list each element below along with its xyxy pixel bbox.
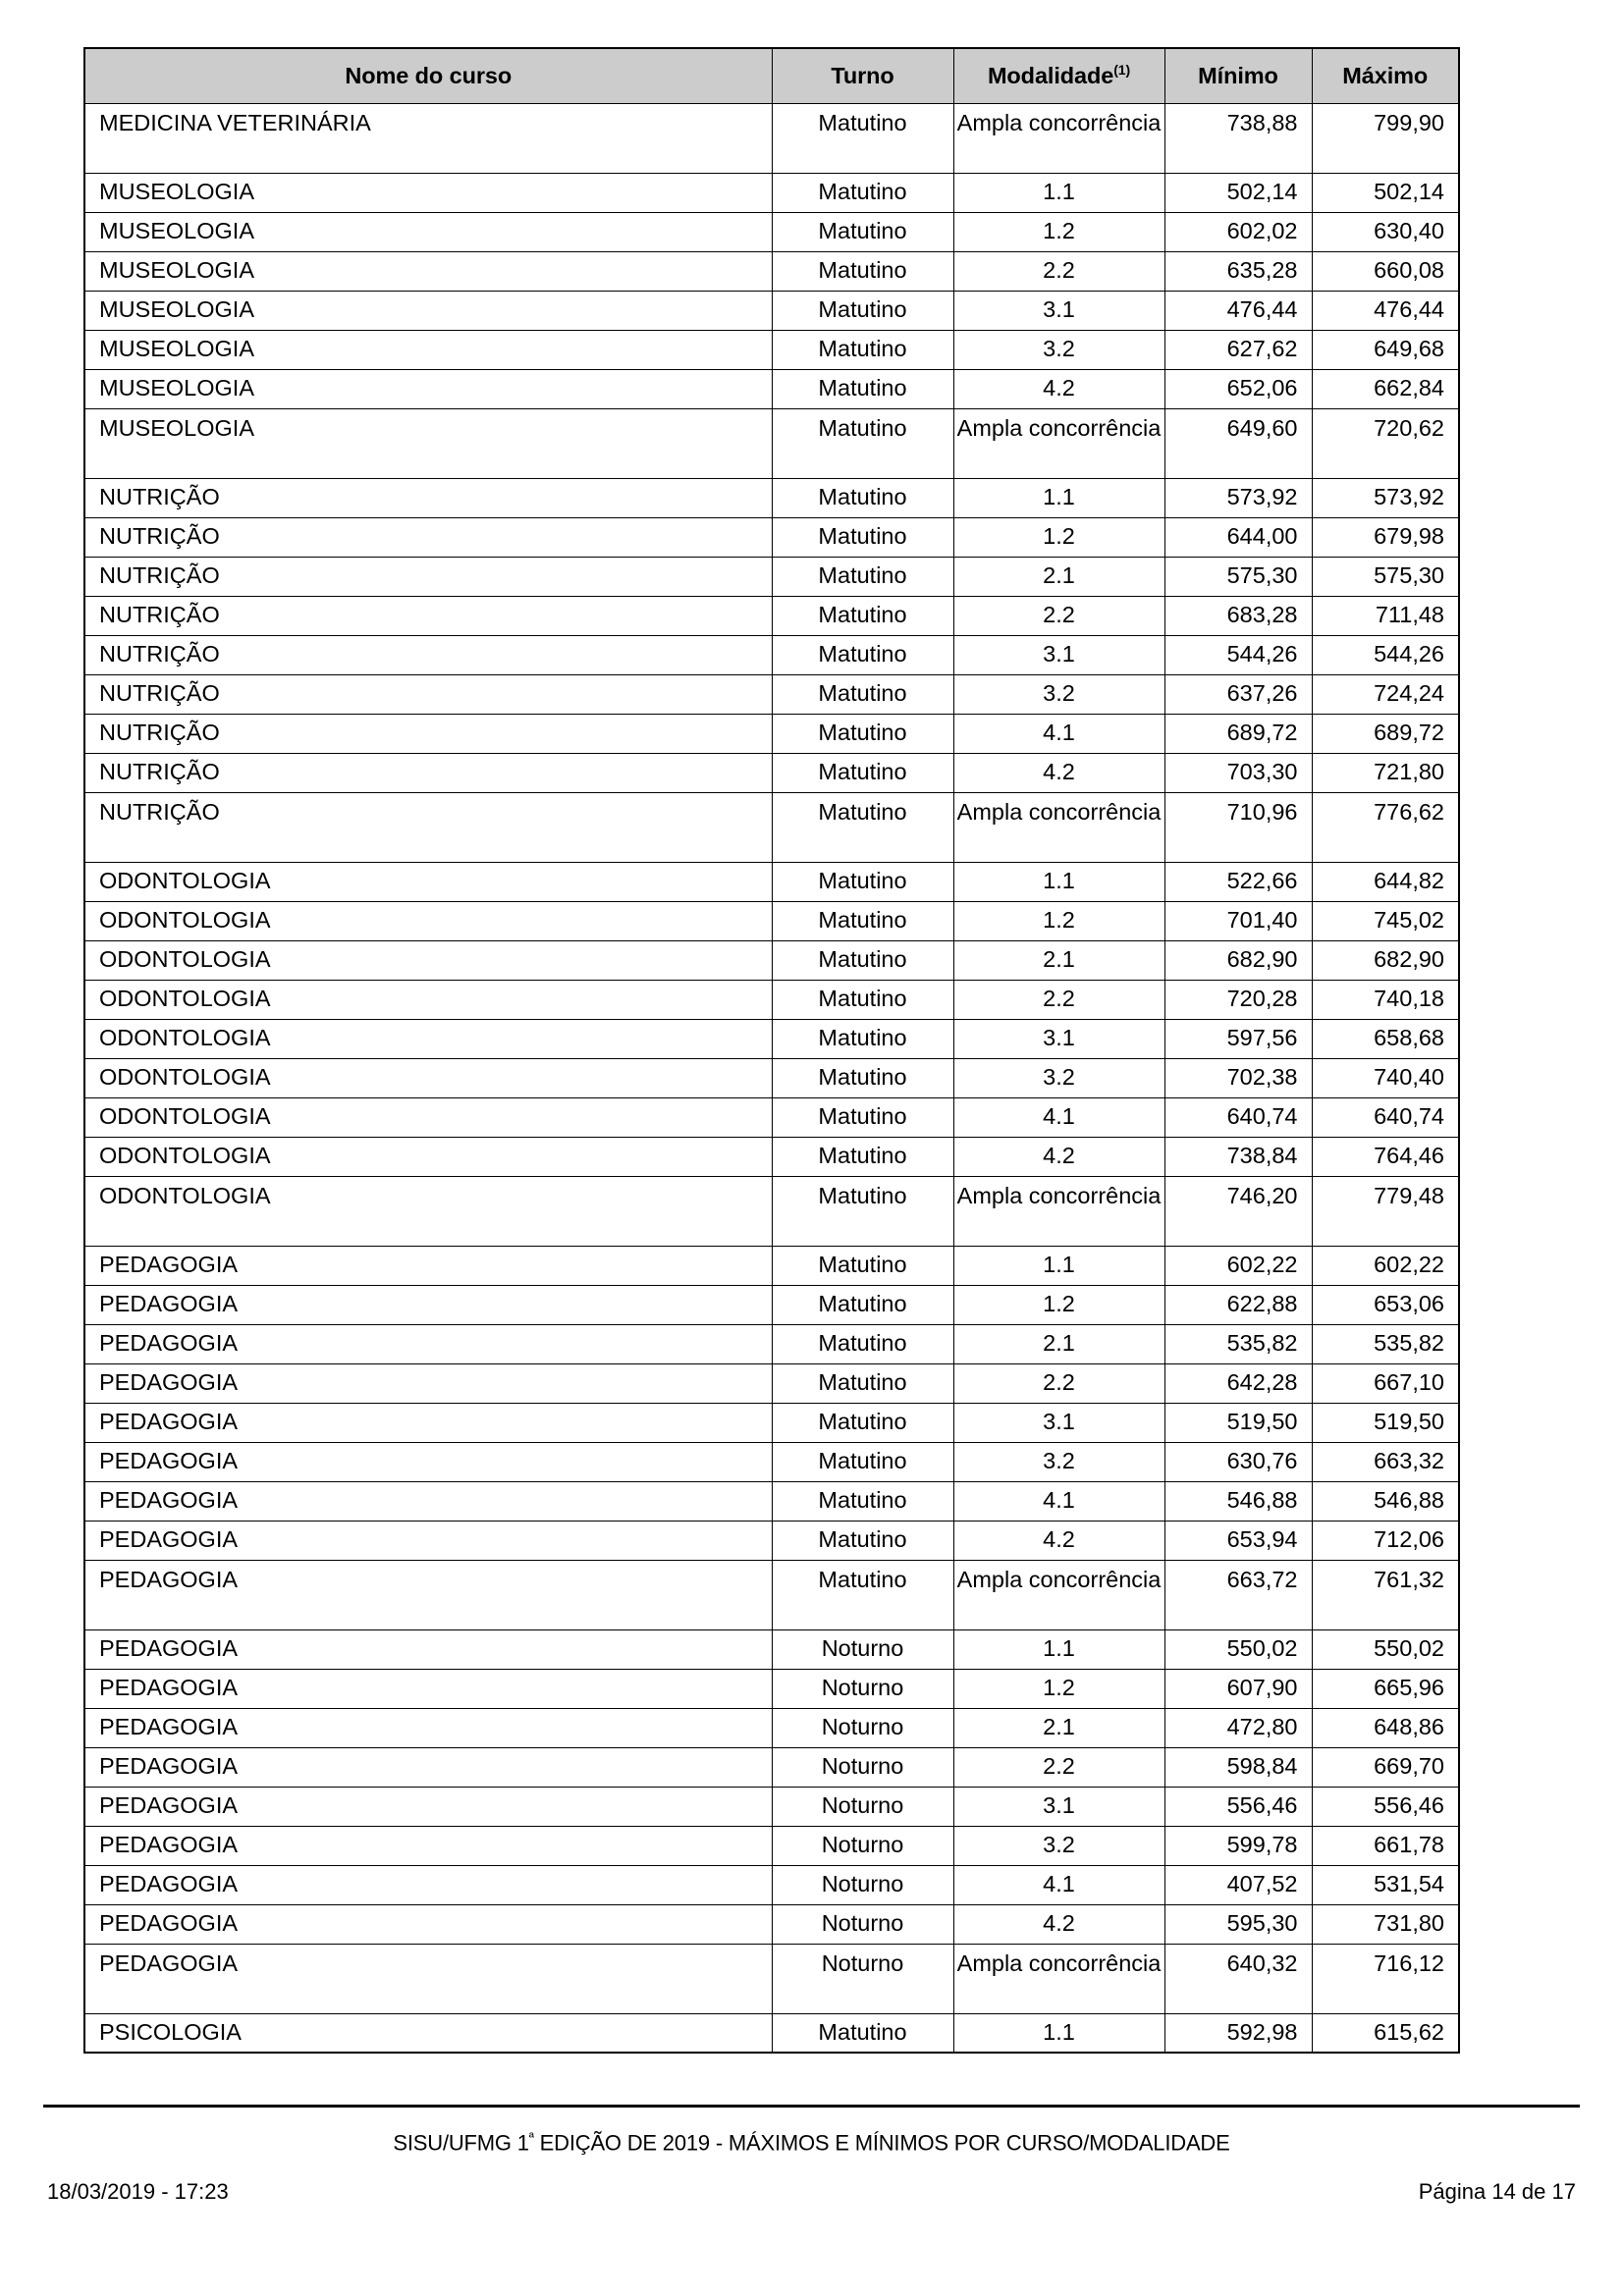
cell-minimo: 627,62	[1164, 330, 1312, 369]
cell-maximo: 724,24	[1312, 674, 1459, 714]
cell-maximo: 662,84	[1312, 369, 1459, 408]
cell-maximo: 546,88	[1312, 1481, 1459, 1521]
cell-minimo: 544,26	[1164, 635, 1312, 674]
cell-minimo: 592,98	[1164, 2013, 1312, 2053]
column-header-curso-label: Nome do curso	[345, 62, 513, 88]
cell-maximo: 640,74	[1312, 1097, 1459, 1137]
cell-modalidade: Ampla concorrência	[953, 1560, 1164, 1629]
table-row	[84, 1363, 1459, 1403]
table-row	[84, 1708, 1459, 1747]
cell-modalidade: 4.1	[953, 1097, 1164, 1137]
table-row	[84, 173, 1459, 212]
footer-page-number: Página 14 de 17	[1418, 2179, 1576, 2205]
cell-turno: Matutino	[772, 1560, 953, 1629]
cell-maximo: 776,62	[1312, 792, 1459, 862]
footer-timestamp: 18/03/2019 - 17:23	[47, 2179, 229, 2205]
cell-minimo: 663,72	[1164, 1560, 1312, 1629]
table-row	[84, 1097, 1459, 1137]
cell-curso: PEDAGOGIA	[84, 1363, 772, 1403]
table-row	[84, 901, 1459, 940]
table-row	[84, 1019, 1459, 1058]
cell-curso: PEDAGOGIA	[84, 1246, 772, 1285]
cell-modalidade: 4.2	[953, 1521, 1164, 1560]
table-row	[84, 596, 1459, 635]
cell-minimo: 595,30	[1164, 1904, 1312, 1944]
cell-turno: Matutino	[772, 1403, 953, 1442]
cell-turno: Matutino	[772, 369, 953, 408]
cell-curso: ODONTOLOGIA	[84, 1097, 772, 1137]
cell-turno: Matutino	[772, 753, 953, 792]
cell-turno: Matutino	[772, 408, 953, 478]
table-row	[84, 635, 1459, 674]
cell-modalidade: 2.2	[953, 251, 1164, 291]
table-row	[84, 557, 1459, 596]
cell-turno: Matutino	[772, 1019, 953, 1058]
cell-turno: Matutino	[772, 1246, 953, 1285]
cell-turno: Noturno	[772, 1787, 953, 1826]
cell-maximo: 779,48	[1312, 1176, 1459, 1246]
cell-modalidade: 2.2	[953, 596, 1164, 635]
cell-curso: ODONTOLOGIA	[84, 980, 772, 1019]
cell-minimo: 640,32	[1164, 1944, 1312, 2013]
table-row	[84, 1669, 1459, 1708]
cell-turno: Matutino	[772, 792, 953, 862]
cell-curso: NUTRIÇÃO	[84, 517, 772, 557]
cell-turno: Matutino	[772, 291, 953, 330]
column-header-modalidade-label: Modalidade	[987, 63, 1114, 89]
cell-modalidade: 1.1	[953, 478, 1164, 517]
cell-maximo: 711,48	[1312, 596, 1459, 635]
cell-modalidade: 1.2	[953, 1285, 1164, 1324]
cell-turno: Noturno	[772, 1944, 953, 2013]
cell-maximo: 653,06	[1312, 1285, 1459, 1324]
cell-turno: Matutino	[772, 103, 953, 173]
cell-maximo: 712,06	[1312, 1521, 1459, 1560]
cell-curso: PEDAGOGIA	[84, 1944, 772, 2013]
cell-maximo: 679,98	[1312, 517, 1459, 557]
table-row	[84, 940, 1459, 980]
cell-curso: PEDAGOGIA	[84, 1324, 772, 1363]
cell-minimo: 602,22	[1164, 1246, 1312, 1285]
cell-turno: Noturno	[772, 1904, 953, 1944]
cell-minimo: 602,02	[1164, 212, 1312, 251]
cell-curso: NUTRIÇÃO	[84, 635, 772, 674]
cell-turno: Matutino	[772, 1137, 953, 1176]
cell-curso: MUSEOLOGIA	[84, 251, 772, 291]
cell-turno: Noturno	[772, 1629, 953, 1669]
cell-turno: Matutino	[772, 1442, 953, 1481]
cell-minimo: 519,50	[1164, 1403, 1312, 1442]
cell-maximo: 502,14	[1312, 173, 1459, 212]
cell-turno: Matutino	[772, 901, 953, 940]
cell-turno: Matutino	[772, 557, 953, 596]
footnote-marker: (1)	[1113, 62, 1131, 79]
cell-modalidade: Ampla concorrência	[953, 408, 1164, 478]
cell-modalidade: Ampla concorrência	[953, 103, 1164, 173]
cell-minimo: 546,88	[1164, 1481, 1312, 1521]
cell-curso: PEDAGOGIA	[84, 1403, 772, 1442]
cell-maximo: 663,32	[1312, 1442, 1459, 1481]
cell-modalidade: 4.1	[953, 714, 1164, 753]
cell-maximo: 667,10	[1312, 1363, 1459, 1403]
cell-maximo: 476,44	[1312, 291, 1459, 330]
cell-minimo: 607,90	[1164, 1669, 1312, 1708]
cell-modalidade: 4.2	[953, 1904, 1164, 1944]
table-row	[84, 1629, 1459, 1669]
cell-minimo: 575,30	[1164, 557, 1312, 596]
cell-curso: PEDAGOGIA	[84, 1669, 772, 1708]
cell-turno: Matutino	[772, 1176, 953, 1246]
cell-curso: ODONTOLOGIA	[84, 862, 772, 901]
cell-turno: Matutino	[772, 714, 953, 753]
table-row	[84, 980, 1459, 1019]
cell-maximo: 531,54	[1312, 1865, 1459, 1904]
table-row	[84, 291, 1459, 330]
table-row	[84, 1403, 1459, 1442]
table-row	[84, 1442, 1459, 1481]
cell-modalidade: 1.2	[953, 212, 1164, 251]
cell-minimo: 738,84	[1164, 1137, 1312, 1176]
cell-minimo: 597,56	[1164, 1019, 1312, 1058]
table-row	[84, 714, 1459, 753]
table-row	[84, 1324, 1459, 1363]
cell-turno: Matutino	[772, 517, 953, 557]
table-row	[84, 1787, 1459, 1826]
cell-maximo: 648,86	[1312, 1708, 1459, 1747]
cell-modalidade: 3.1	[953, 1787, 1164, 1826]
cell-modalidade: 4.1	[953, 1865, 1164, 1904]
cell-minimo: 502,14	[1164, 173, 1312, 212]
cell-minimo: 637,26	[1164, 674, 1312, 714]
cell-minimo: 599,78	[1164, 1826, 1312, 1865]
footer-title	[43, 2129, 1580, 2156]
column-header-curso	[84, 48, 772, 103]
cell-modalidade: 2.1	[953, 940, 1164, 980]
cell-maximo: 721,80	[1312, 753, 1459, 792]
cell-turno: Matutino	[772, 674, 953, 714]
column-header-maximo-label: Máximo	[1342, 62, 1429, 88]
table-row	[84, 753, 1459, 792]
cell-curso: PEDAGOGIA	[84, 1747, 772, 1787]
cell-modalidade: 1.1	[953, 862, 1164, 901]
cell-curso: PEDAGOGIA	[84, 1442, 772, 1481]
table-row	[84, 1904, 1459, 1944]
cell-turno: Matutino	[772, 212, 953, 251]
table-row	[84, 1865, 1459, 1904]
cell-modalidade: 2.2	[953, 1363, 1164, 1403]
column-header-minimo-label: Mínimo	[1198, 62, 1278, 88]
cell-minimo: 701,40	[1164, 901, 1312, 940]
table-row	[84, 2013, 1459, 2053]
cell-modalidade: 1.1	[953, 2013, 1164, 2053]
column-header-modalidade	[953, 48, 1164, 103]
cell-maximo: 799,90	[1312, 103, 1459, 173]
table-row	[84, 1747, 1459, 1787]
table-row	[84, 251, 1459, 291]
cell-curso: MUSEOLOGIA	[84, 173, 772, 212]
table-row	[84, 674, 1459, 714]
cell-turno: Noturno	[772, 1747, 953, 1787]
column-header-maximo	[1312, 48, 1459, 103]
cell-maximo: 544,26	[1312, 635, 1459, 674]
cell-curso: ODONTOLOGIA	[84, 940, 772, 980]
cell-minimo: 702,38	[1164, 1058, 1312, 1097]
cell-modalidade: 3.2	[953, 1442, 1164, 1481]
cell-minimo: 535,82	[1164, 1324, 1312, 1363]
cell-curso: PSICOLOGIA	[84, 2013, 772, 2053]
cell-minimo: 689,72	[1164, 714, 1312, 753]
cell-curso: NUTRIÇÃO	[84, 478, 772, 517]
table-row	[84, 1246, 1459, 1285]
cell-minimo: 642,28	[1164, 1363, 1312, 1403]
cell-modalidade: 2.1	[953, 1324, 1164, 1363]
cell-turno: Matutino	[772, 980, 953, 1019]
cell-maximo: 689,72	[1312, 714, 1459, 753]
table-row	[84, 212, 1459, 251]
table-header	[84, 48, 1459, 103]
cell-modalidade: 2.2	[953, 1747, 1164, 1787]
cell-turno: Noturno	[772, 1826, 953, 1865]
page-footer	[43, 2105, 1580, 2296]
column-header-minimo	[1164, 48, 1312, 103]
cell-modalidade: 3.2	[953, 330, 1164, 369]
cell-curso: PEDAGOGIA	[84, 1521, 772, 1560]
table-row	[84, 478, 1459, 517]
cell-maximo: 669,70	[1312, 1747, 1459, 1787]
cell-curso: NUTRIÇÃO	[84, 714, 772, 753]
cell-maximo: 649,68	[1312, 330, 1459, 369]
cell-curso: ODONTOLOGIA	[84, 1058, 772, 1097]
cell-minimo: 703,30	[1164, 753, 1312, 792]
cell-turno: Noturno	[772, 1669, 953, 1708]
cell-turno: Matutino	[772, 330, 953, 369]
cell-curso: NUTRIÇÃO	[84, 753, 772, 792]
cell-modalidade: 3.1	[953, 635, 1164, 674]
cell-turno: Matutino	[772, 1058, 953, 1097]
cell-modalidade: 4.2	[953, 1137, 1164, 1176]
table-row	[84, 862, 1459, 901]
cell-turno: Matutino	[772, 1521, 953, 1560]
cell-maximo: 740,40	[1312, 1058, 1459, 1097]
table-header-row	[84, 48, 1459, 103]
cell-modalidade: 2.1	[953, 1708, 1164, 1747]
table-row	[84, 1521, 1459, 1560]
cell-minimo: 653,94	[1164, 1521, 1312, 1560]
cell-modalidade: 1.2	[953, 901, 1164, 940]
cell-modalidade: 1.2	[953, 1669, 1164, 1708]
column-header-turno-label: Turno	[831, 62, 894, 88]
cell-modalidade: 4.2	[953, 369, 1164, 408]
footer-title-prefix: SISU/UFMG 1	[393, 2130, 529, 2156]
cell-curso: PEDAGOGIA	[84, 1865, 772, 1904]
cell-maximo: 644,82	[1312, 862, 1459, 901]
cell-maximo: 720,62	[1312, 408, 1459, 478]
cell-curso: PEDAGOGIA	[84, 1787, 772, 1826]
cell-maximo: 658,68	[1312, 1019, 1459, 1058]
footer-meta-row	[43, 2179, 1580, 2205]
cell-minimo: 710,96	[1164, 792, 1312, 862]
cell-modalidade: 3.2	[953, 1058, 1164, 1097]
cell-modalidade: 1.1	[953, 1629, 1164, 1669]
cell-curso: MUSEOLOGIA	[84, 212, 772, 251]
cell-maximo: 682,90	[1312, 940, 1459, 980]
cell-modalidade: 1.1	[953, 1246, 1164, 1285]
cell-minimo: 644,00	[1164, 517, 1312, 557]
cell-turno: Matutino	[772, 1285, 953, 1324]
table-row	[84, 1285, 1459, 1324]
cell-minimo: 640,74	[1164, 1097, 1312, 1137]
cell-minimo: 522,66	[1164, 862, 1312, 901]
cell-minimo: 472,80	[1164, 1708, 1312, 1747]
cell-curso: ODONTOLOGIA	[84, 1137, 772, 1176]
cell-curso: PEDAGOGIA	[84, 1285, 772, 1324]
cell-curso: ODONTOLOGIA	[84, 1019, 772, 1058]
cell-modalidade: 3.1	[953, 291, 1164, 330]
cell-modalidade: 3.2	[953, 1826, 1164, 1865]
cell-maximo: 764,46	[1312, 1137, 1459, 1176]
cell-turno: Matutino	[772, 251, 953, 291]
table-row	[84, 1826, 1459, 1865]
table-row	[84, 1944, 1459, 2013]
cell-curso: MEDICINA VETERINÁRIA	[84, 103, 772, 173]
cell-curso: MUSEOLOGIA	[84, 408, 772, 478]
cell-maximo: 550,02	[1312, 1629, 1459, 1669]
cell-turno: Matutino	[772, 1481, 953, 1521]
cell-modalidade: 3.1	[953, 1403, 1164, 1442]
cell-curso: NUTRIÇÃO	[84, 792, 772, 862]
cell-modalidade: 1.1	[953, 173, 1164, 212]
cell-curso: PEDAGOGIA	[84, 1708, 772, 1747]
cell-maximo: 602,22	[1312, 1246, 1459, 1285]
column-header-turno	[772, 48, 953, 103]
cell-curso: PEDAGOGIA	[84, 1826, 772, 1865]
cell-curso: MUSEOLOGIA	[84, 330, 772, 369]
cell-maximo: 761,32	[1312, 1560, 1459, 1629]
cell-minimo: 683,28	[1164, 596, 1312, 635]
table-row	[84, 103, 1459, 173]
cell-modalidade: 4.2	[953, 753, 1164, 792]
cell-modalidade: 2.1	[953, 557, 1164, 596]
grades-table	[83, 47, 1460, 2054]
cell-curso: PEDAGOGIA	[84, 1629, 772, 1669]
cell-curso: PEDAGOGIA	[84, 1560, 772, 1629]
cell-modalidade: 4.1	[953, 1481, 1164, 1521]
cell-modalidade: 2.2	[953, 980, 1164, 1019]
cell-turno: Matutino	[772, 635, 953, 674]
cell-minimo: 635,28	[1164, 251, 1312, 291]
table-row	[84, 517, 1459, 557]
cell-turno: Matutino	[772, 862, 953, 901]
cell-minimo: 630,76	[1164, 1442, 1312, 1481]
cell-minimo: 556,46	[1164, 1787, 1312, 1826]
table-body	[84, 103, 1459, 2053]
table-row	[84, 408, 1459, 478]
cell-maximo: 660,08	[1312, 251, 1459, 291]
cell-curso: NUTRIÇÃO	[84, 557, 772, 596]
cell-minimo: 652,06	[1164, 369, 1312, 408]
cell-turno: Matutino	[772, 1097, 953, 1137]
cell-minimo: 550,02	[1164, 1629, 1312, 1669]
cell-minimo: 598,84	[1164, 1747, 1312, 1787]
cell-curso: NUTRIÇÃO	[84, 596, 772, 635]
cell-maximo: 615,62	[1312, 2013, 1459, 2053]
cell-modalidade: Ampla concorrência	[953, 1944, 1164, 2013]
cell-minimo: 682,90	[1164, 940, 1312, 980]
cell-turno: Noturno	[772, 1865, 953, 1904]
footer-title-rest: EDIÇÃO DE 2019 - MÁXIMOS E MÍNIMOS POR CURSO/MODALIDADE	[533, 2130, 1230, 2156]
cell-turno: Matutino	[772, 173, 953, 212]
table-row	[84, 1058, 1459, 1097]
cell-maximo: 630,40	[1312, 212, 1459, 251]
cell-maximo: 575,30	[1312, 557, 1459, 596]
cell-curso: MUSEOLOGIA	[84, 291, 772, 330]
table-row	[84, 1560, 1459, 1629]
cell-turno: Matutino	[772, 2013, 953, 2053]
cell-modalidade: Ampla concorrência	[953, 792, 1164, 862]
cell-minimo: 476,44	[1164, 291, 1312, 330]
cell-turno: Matutino	[772, 478, 953, 517]
cell-maximo: 519,50	[1312, 1403, 1459, 1442]
cell-minimo: 407,52	[1164, 1865, 1312, 1904]
cell-curso: MUSEOLOGIA	[84, 369, 772, 408]
cell-maximo: 556,46	[1312, 1787, 1459, 1826]
table-row	[84, 1176, 1459, 1246]
table-row	[84, 369, 1459, 408]
cell-curso: PEDAGOGIA	[84, 1481, 772, 1521]
cell-maximo: 740,18	[1312, 980, 1459, 1019]
cell-maximo: 535,82	[1312, 1324, 1459, 1363]
cell-curso: NUTRIÇÃO	[84, 674, 772, 714]
cell-turno: Matutino	[772, 1324, 953, 1363]
table-row	[84, 1137, 1459, 1176]
cell-curso: ODONTOLOGIA	[84, 1176, 772, 1246]
cell-turno: Matutino	[772, 596, 953, 635]
cell-curso: PEDAGOGIA	[84, 1904, 772, 1944]
cell-minimo: 622,88	[1164, 1285, 1312, 1324]
table-row	[84, 1481, 1459, 1521]
table-row	[84, 792, 1459, 862]
cell-maximo: 716,12	[1312, 1944, 1459, 2013]
footer-divider	[43, 2105, 1580, 2108]
cell-minimo: 738,88	[1164, 103, 1312, 173]
table-row	[84, 330, 1459, 369]
cell-maximo: 665,96	[1312, 1669, 1459, 1708]
cell-minimo: 649,60	[1164, 408, 1312, 478]
cell-minimo: 746,20	[1164, 1176, 1312, 1246]
cell-maximo: 573,92	[1312, 478, 1459, 517]
footer-title-ordinal: ª	[528, 2129, 534, 2145]
cell-maximo: 731,80	[1312, 1904, 1459, 1944]
cell-maximo: 745,02	[1312, 901, 1459, 940]
cell-modalidade: 3.2	[953, 674, 1164, 714]
cell-curso: ODONTOLOGIA	[84, 901, 772, 940]
cell-modalidade: Ampla concorrência	[953, 1176, 1164, 1246]
cell-turno: Noturno	[772, 1708, 953, 1747]
cell-turno: Matutino	[772, 940, 953, 980]
cell-maximo: 661,78	[1312, 1826, 1459, 1865]
cell-minimo: 573,92	[1164, 478, 1312, 517]
cell-turno: Matutino	[772, 1363, 953, 1403]
cell-modalidade: 1.2	[953, 517, 1164, 557]
cell-modalidade: 3.1	[953, 1019, 1164, 1058]
cell-minimo: 720,28	[1164, 980, 1312, 1019]
